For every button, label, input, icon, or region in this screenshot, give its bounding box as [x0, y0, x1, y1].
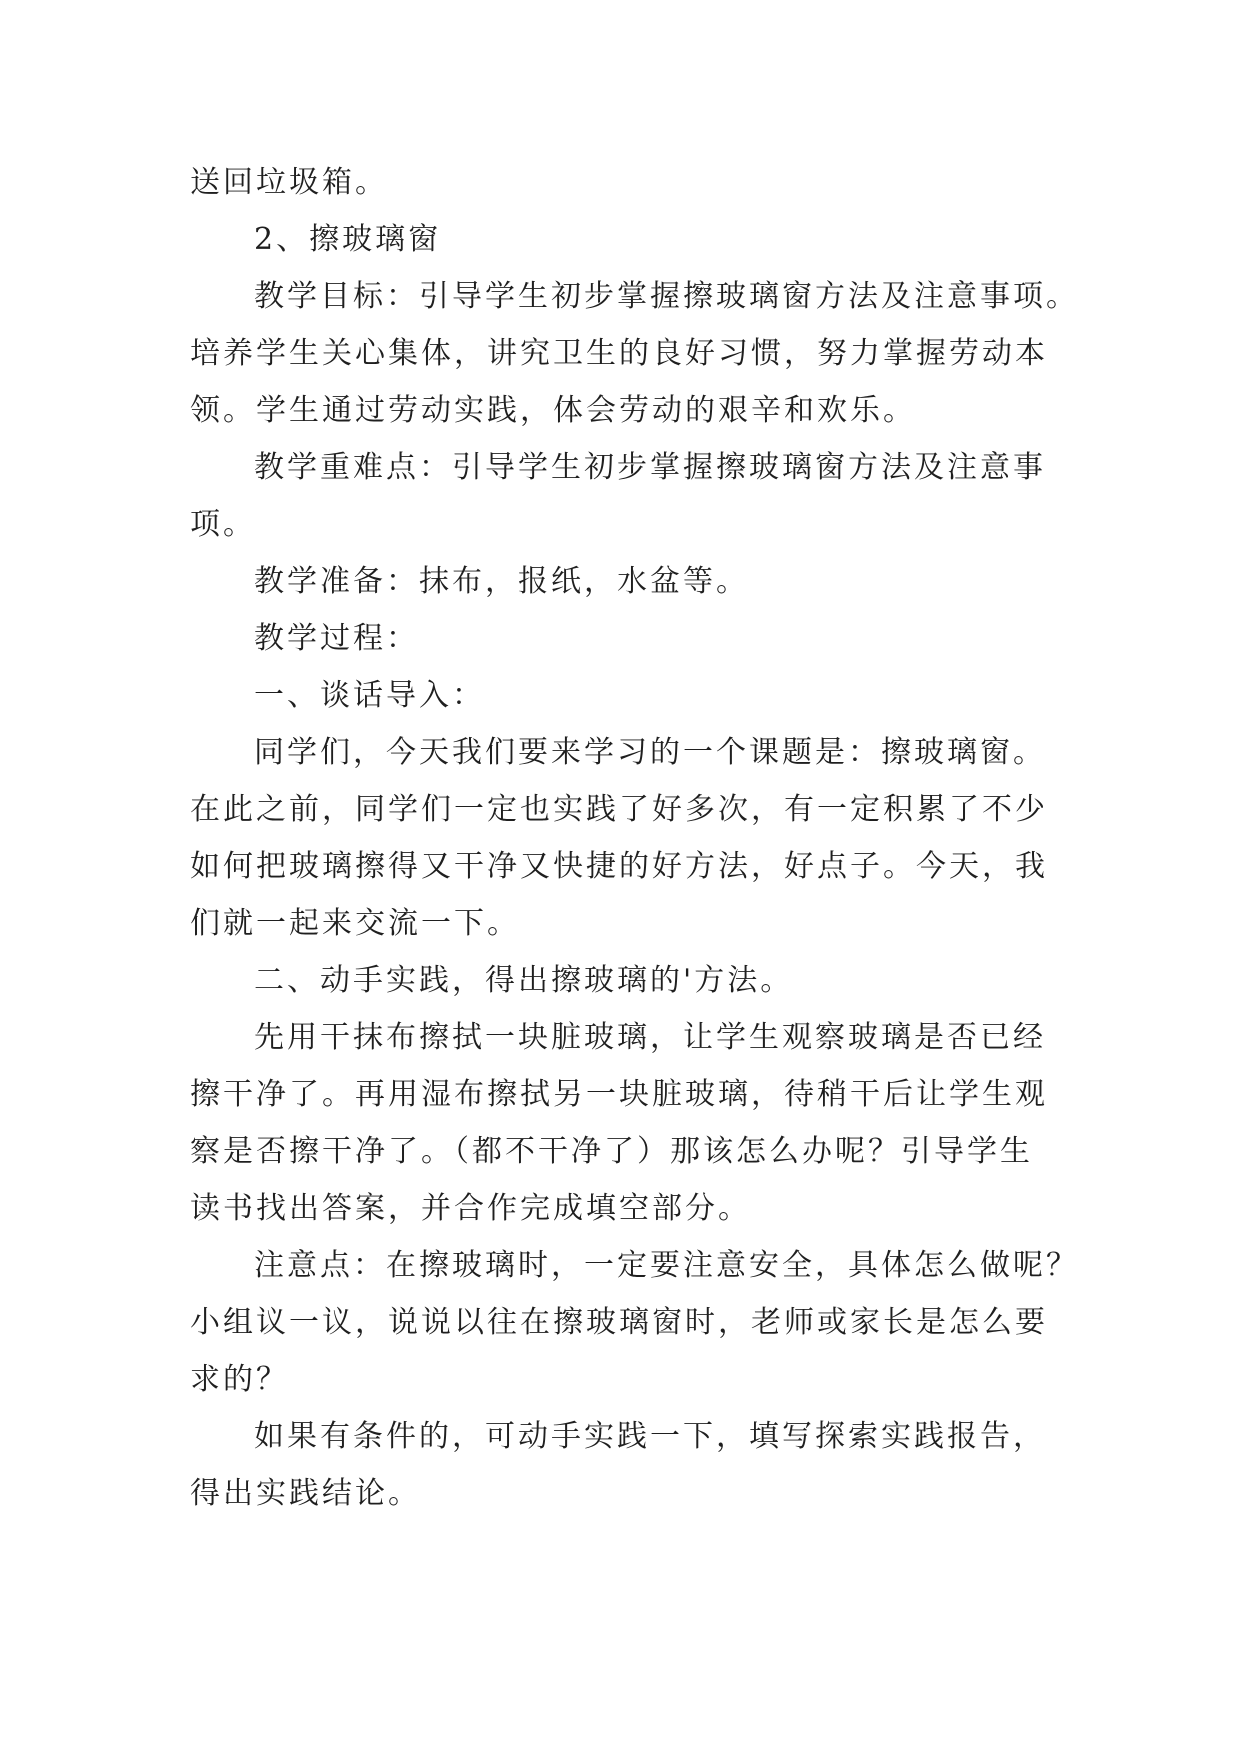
paragraph-line: 培养学生关心集体，讲究卫生的良好习惯，努力掌握劳动本 — [190, 336, 1048, 371]
paragraph-line: 项。 — [190, 507, 256, 542]
paragraph-line: 教学重难点：引导学生初步掌握擦玻璃窗方法及注意事 — [254, 450, 1046, 485]
paragraph-line: 同学们，今天我们要来学习的一个课题是：擦玻璃窗。 — [254, 735, 1046, 770]
paragraph-line: 先用干抹布擦拭一块脏玻璃，让学生观察玻璃是否已经 — [254, 1020, 1046, 1055]
paragraph-line: 察是否擦干净了。（都不干净了）那该怎么办呢？引导学生 — [190, 1134, 1033, 1169]
section-heading: 一、谈话导入： — [254, 678, 485, 713]
paragraph-line: 送回垃圾箱。 — [190, 165, 388, 200]
paragraph-line: 们就一起来交流一下。 — [190, 906, 520, 941]
paragraph-line: 求的？ — [190, 1362, 289, 1397]
paragraph-line: 读书找出答案，并合作完成填空部分。 — [190, 1191, 751, 1226]
section-heading: 二、动手实践，得出擦玻璃的'方法。 — [254, 963, 794, 998]
paragraph-line: 领。学生通过劳动实践，体会劳动的艰辛和欢乐。 — [190, 393, 916, 428]
section-heading: 2、擦玻璃窗 — [254, 222, 442, 257]
section-heading: 教学过程： — [254, 621, 419, 656]
paragraph-line: 如何把玻璃擦得又干净又快捷的好方法，好点子。今天，我 — [190, 849, 1048, 884]
paragraph-line: 在此之前，同学们一定也实践了好多次，有一定积累了不少 — [190, 792, 1048, 827]
paragraph-line: 如果有条件的，可动手实践一下，填写探索实践报告， — [254, 1419, 1046, 1454]
paragraph-line: 教学准备：抹布，报纸，水盆等。 — [254, 564, 749, 599]
paragraph-line: 擦干净了。再用湿布擦拭另一块脏玻璃，待稍干后让学生观 — [190, 1077, 1048, 1112]
paragraph-line: 小组议一议，说说以往在擦玻璃窗时，老师或家长是怎么要 — [190, 1305, 1048, 1340]
paragraph-line: 注意点：在擦玻璃时，一定要注意安全，具体怎么做呢？ — [254, 1248, 1079, 1283]
paragraph-line: 教学目标：引导学生初步掌握擦玻璃窗方法及注意事项。 — [254, 279, 1079, 314]
paragraph-line: 得出实践结论。 — [190, 1476, 421, 1511]
